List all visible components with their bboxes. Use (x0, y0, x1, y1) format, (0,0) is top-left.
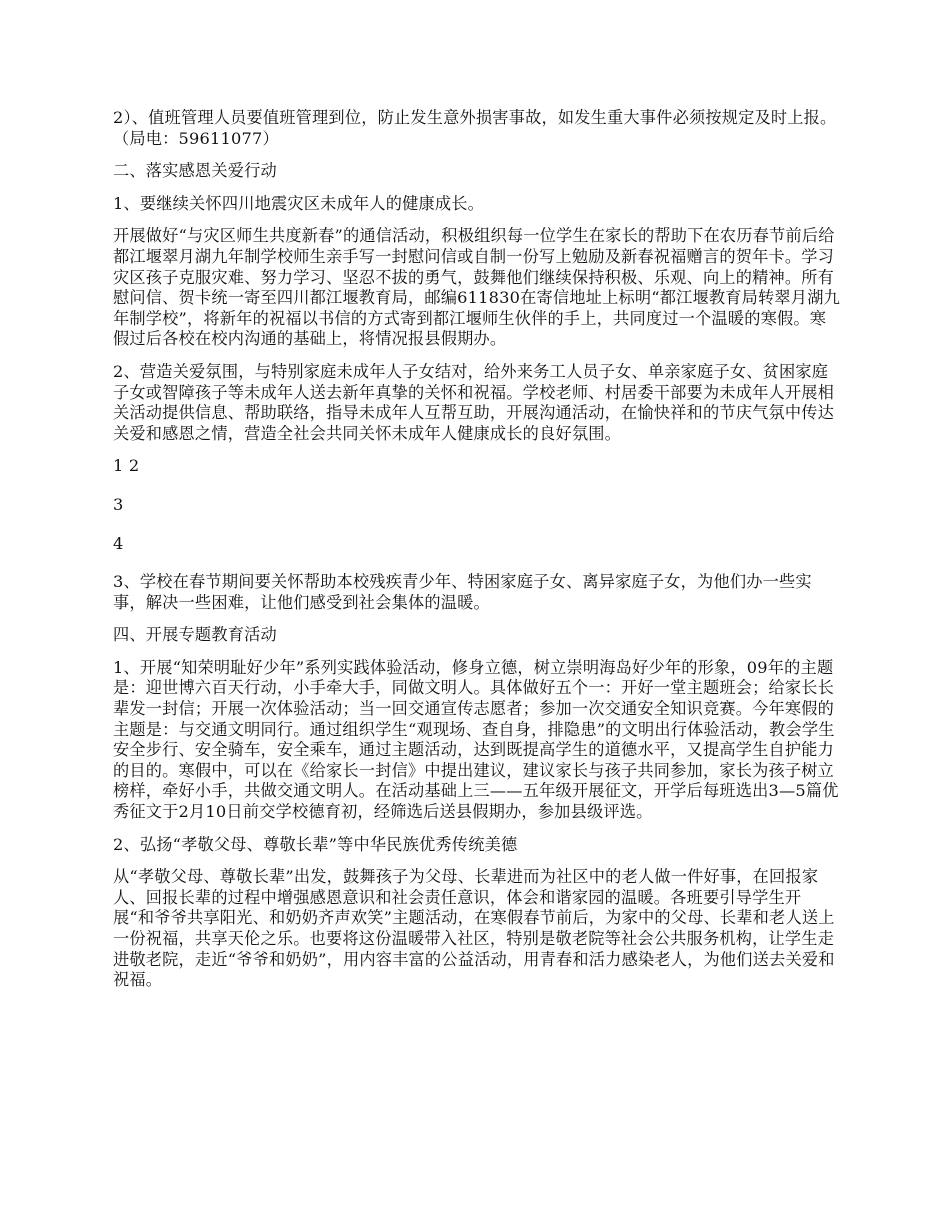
paragraph-good-youth-activity: 1、开展“知荣明耻好少年”系列实践体验活动，修身立德，树立崇明海岛好少年的形象，09年的主题是：迎世博六百天行动，小手牵大手，同做文明人。具体做好五个一：开好一堂主题班会；给家长长辈发一封信；开展一次体验活动；当一回交通宣传志愿者；参加一次交通安全知识竞赛。今年寒假的主题是：与交通文明同行。通过组织学生“观现场、查自身，排隐患”的文明出行体验活动，教会学生安全步行、安全骑车，安全乘车，通过主题活动，达到既提高学生的道德水平，又提高学生自护能力的目的。寒假中，可以在《给家长一封信》中提出建议，建议家长与孩子共同参加，家长为孩子树立榜样，牵好小手，共做交通文明人。在活动基础上三——五年级开展征文，开学后每班选出3—5篇优秀征文于2月10日前交学校德育初，经筛选后送县假期办，参加县级评选。 (113, 657, 839, 822)
document-body (113, 108, 841, 1003)
heading-filial-piety: 2、弘扬“孝敬父母、尊敬长辈”等中华民族优秀传统美德 (113, 834, 518, 854)
heading-special-education: 四、开展专题教育活动 (113, 625, 277, 645)
paragraph-new-year-letters: 开展做好“与灾区师生共度新春”的通信活动，积极组织每一位学生在家长的帮助下在农历春节前后给都江堰翠月湖九年制学校师生亲手写一封慰问信或自制一份写上勉励及新春祝福赠言的贺年卡。学习灾区孩子克服灾难、努力学习、坚忍不拔的勇气，鼓舞他们继续保持积极、乐观、向上的精神。所有慰问信、贺卡统一寄至四川都江堰教育局，邮编611830在寄信地址上标明“都江堰教育局转翠月湖九年制学校”，将新年的祝福以书信的方式寄到都江堰师生伙伴的手上，共同度过一个温暖的寒假。寒假过后各校在校内沟通的基础上，将情况报县假期办。 (113, 226, 840, 349)
paragraph-filial-piety: 从“孝敬父母、尊敬长辈”出发，鼓舞孩子为父母、长辈进而为社区中的老人做一件好事，在回报家人、回报长辈的过程中增强感恩意识和社会责任意识，体会和谐家园的温暖。各班要引导学生开展“和爷爷共享阳光、和奶奶齐声欢笑”主题活动，在寒假春节前后，为家中的父母、长辈和老人送上一份祝福，共享天伦之乐。也要将这份温暖带入社区，特别是敬老院等社会公共服务机构，让学生走进敬老院，走近“爷爷和奶奶”，用内容丰富的公益活动，用青春和活力感染老人，为他们送去关爱和祝福。 (113, 867, 835, 990)
paragraph-care-atmosphere: 2、营造关爱氛围，与特别家庭未成年人子女结对，给外来务工人员子女、单亲家庭子女、贫困家庭子女或智障孩子等未成年人送去新年真挚的关怀和祝福。学校老师、村居委干部要为未成年人开展相关活动提供信息、帮助联络，指导未成年人互帮互助，开展沟通活动，在愉快祥和的节庆气氛中传达关爱和感恩之情，营造全社会共同关怀未成年人健康成长的良好氛围。 (113, 361, 835, 443)
paragraph-sichuan-care: 1、要继续关怀四川地震灾区未成年人的健康成长。 (113, 193, 485, 213)
page-number-line: 1 2 (113, 456, 140, 476)
heading-gratitude-care: 二、落实感恩关爱行动 (113, 161, 277, 181)
page-number-4: 4 (113, 533, 124, 553)
paragraph-help-students: 3、学校在春节期间要关怀帮助本校残疾青少年、特困家庭子女、离异家庭子女，为他们办一些实事，解决一些困难，让他们感受到社会集体的温暖。 (113, 572, 812, 612)
paragraph-duty-report: 2）、值班管理人员要值班管理到位，防止发生意外损害事故，如发生重大事件必须按规定及时上报。（局电：59611077） (113, 108, 837, 148)
page-number-3: 3 (113, 494, 124, 514)
